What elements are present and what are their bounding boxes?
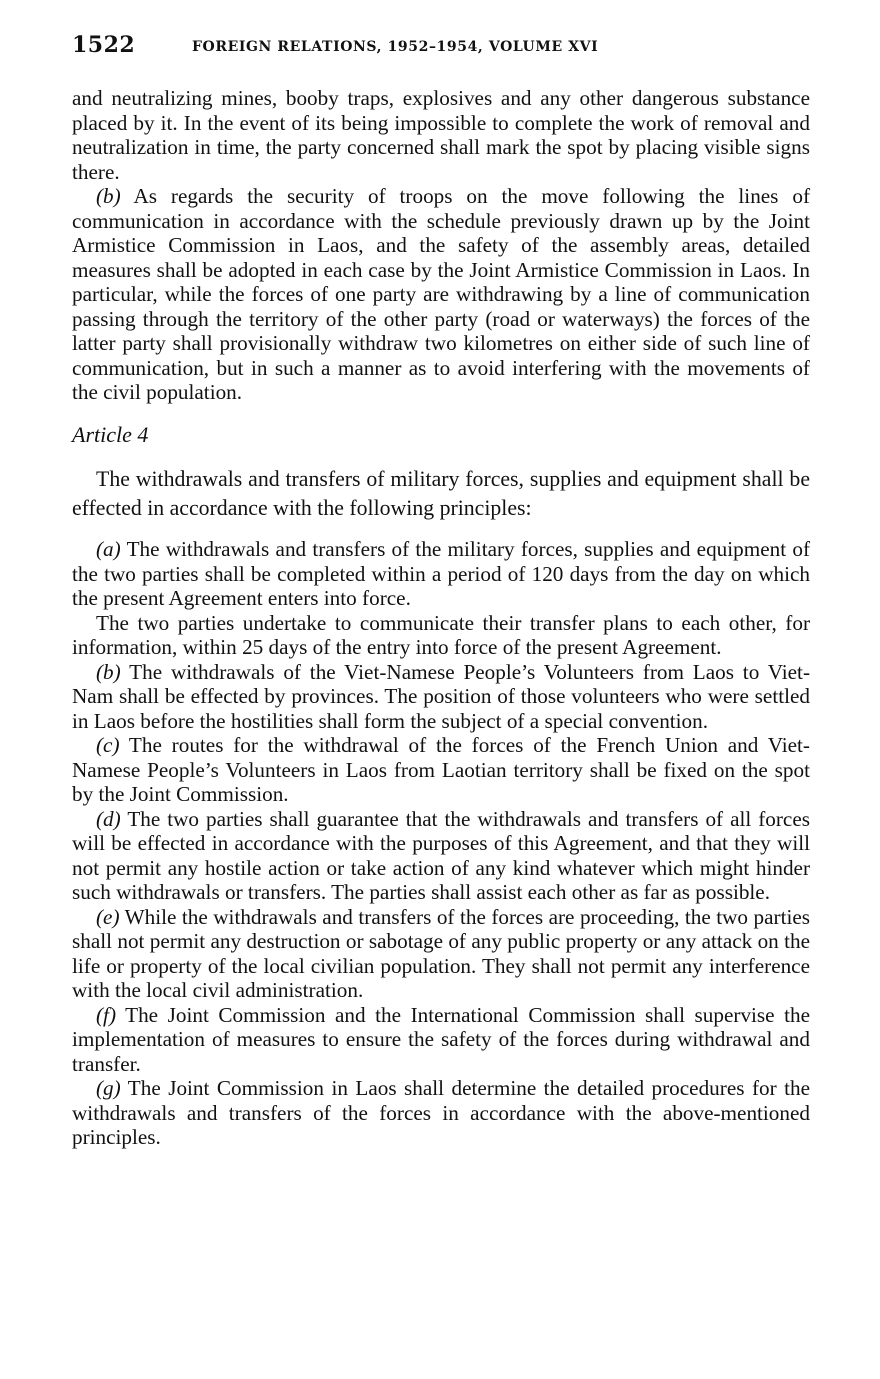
- item-text: The routes for the withdrawal of the forces of the French Union and Viet-Namese People’s Volunteers in Laos from Laotian territory shall be fixed on the spot by the Joint Commission.: [72, 733, 810, 806]
- paragraph-continuation: and neutralizing mines, booby traps, explosives and any other dangerous substance placed by it. In the event of its being impossible to complete the work of removal and neutralization in time, the party concerned shall mark the spot by placing visible signs there.: [72, 86, 810, 184]
- article-intro: The withdrawals and transfers of military forces, supplies and equipment shall be effected in accordance with the following principles:: [72, 467, 810, 520]
- article-item-c: [72, 733, 810, 807]
- item-label: (e): [96, 904, 120, 929]
- item-label: (d): [96, 806, 121, 831]
- article-item-f: [72, 1003, 810, 1077]
- article-item-a-continued: [72, 611, 810, 660]
- paragraph-text: As regards the security of troops on the move following the lines of communication in accordance with the schedule previously drawn up by the Joint Armistice Commission in Laos, and the safety of the assembly areas, detailed measures shall be adopted in each case by the Joint Armistice Commission in Laos. In particular, while the forces of one party are withdrawing by a line of communication passing through the territory of the other party (road or waterways) the forces of the latter party shall provisionally withdraw two kilometres on either side of such line of communication, but in such a manner as to avoid interfering with the movements of the civil population.: [72, 184, 810, 404]
- item-text: The withdrawals and transfers of the military forces, supplies and equipment of the two parties shall be completed within a period of 120 days from the day on which the present Agreement enters into force.: [72, 537, 810, 610]
- item-text: The Joint Commission in Laos shall determine the detailed procedures for the withdrawals and transfers of the forces in accordance with the above-mentioned principles.: [72, 1076, 810, 1149]
- item-text: While the withdrawals and transfers of the forces are proceeding, the two parties shall not permit any destruction or sabotage of any public property or any attack on the life or property of the local civilian population. They shall not permit any interference with the local civil administration.: [72, 904, 810, 1002]
- paragraph-label: (b): [96, 184, 121, 208]
- item-label: (f): [96, 1002, 116, 1027]
- item-label: (b): [96, 659, 121, 684]
- item-text: The withdrawals of the Viet-Namese People’s Volunteers from Laos to Viet-Nam shall be effected by provinces. The position of those volunteers who were settled in Laos before the hostilities shall form the subject of a special convention.: [72, 659, 810, 733]
- item-label: (g): [96, 1076, 121, 1100]
- article-item-b: [72, 660, 810, 734]
- article-item-a: [72, 537, 810, 611]
- article-item-g: [72, 1076, 810, 1150]
- item-text: The two parties undertake to communicate their transfer plans to each other, for information, within 25 days of the entry into force of the present Agreement.: [72, 610, 810, 659]
- item-label: (c): [96, 733, 120, 757]
- item-label: (a): [96, 537, 121, 561]
- article-item-e: [72, 905, 810, 1003]
- page-header: [72, 32, 812, 62]
- item-text: The Joint Commission and the International Commission shall supervise the implementation of measures to ensure the safety of the forces during withdrawal and transfer.: [72, 1002, 810, 1076]
- running-title: FOREIGN RELATIONS, 1952–1954, VOLUME XVI: [192, 39, 599, 55]
- page-number: 1522: [72, 32, 136, 58]
- article-item-d: [72, 807, 810, 905]
- paragraph-b-security: [72, 184, 810, 405]
- body-text: [72, 86, 810, 1150]
- article-heading: Article 4: [72, 421, 149, 447]
- item-text: The two parties shall guarantee that the withdrawals and transfers of all forces will be effected in accordance with the purposes of this Agreement, and that they will not permit any hostile action or take action of any kind whatever which might hinder such withdrawals or transfers. The parties shall assist each other as far as possible.: [72, 806, 810, 904]
